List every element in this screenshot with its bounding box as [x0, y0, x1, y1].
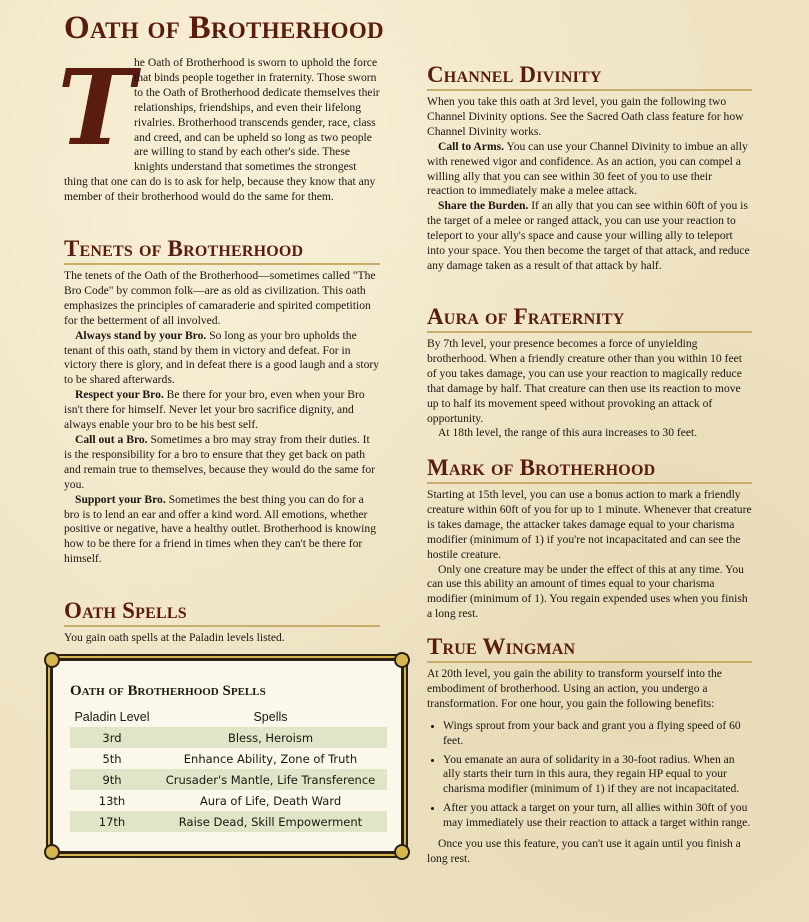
page-title: Oath of Brotherhood	[64, 10, 384, 46]
corner-ornament	[44, 652, 60, 668]
spells-cell: Aura of Life, Death Ward	[199, 793, 342, 808]
wingman-heading: True Wingman	[427, 634, 576, 659]
drop-cap: T	[57, 46, 135, 169]
option-text: If an ally that you can see within 60ft of you is the target of a melee or ranged attack, you can use your reaction to teleport to your ally's space and cause your willing ally to teleport into your space. You then become the target of that attack, and reduce any damage taken as a result of that attack by half.	[427, 199, 750, 272]
option-name: Share the Burden.	[438, 199, 529, 213]
benefit-list	[427, 719, 752, 831]
mark-paragraph: Starting at 15th level, you can use a bonus action to mark a friendly creature within 60ft of you for up to 1 minute. Whenever that creature is takes damage, the attacker takes damage equal to your charisma modifier (minimum of 1) if you're not incapacitated and can see the hostile creature.	[427, 488, 752, 561]
oath-spells-heading: Oath Spells	[64, 598, 187, 623]
level-cell: 17th	[70, 811, 154, 832]
heading-rule	[64, 263, 380, 265]
tenets-section	[64, 236, 380, 567]
corner-ornament	[394, 844, 410, 860]
spell-table-box	[50, 658, 404, 854]
channel-option	[427, 199, 752, 274]
list-item: • After you attack a target on your turn, all allies within 30ft of you may immediately use their reaction to attack a target within range.	[443, 801, 752, 831]
channel-divinity-section	[427, 62, 752, 274]
tenet-name: Support your Bro.	[75, 492, 166, 506]
channel-divinity-heading: Channel Divinity	[427, 62, 602, 87]
aura-paragraph: By 7th level, your presence becomes a force of unyielding brotherhood. When a friendly creature other than you within 10 feet of you takes damage, you can use your reaction to magically reduce that damage by half. That creature can then use its reaction to move up to half its movement speed without provoking an attack of opportunity.	[427, 337, 742, 425]
spell-table	[70, 707, 387, 832]
heading-rule	[427, 661, 752, 663]
option-name: Call to Arms.	[438, 139, 505, 153]
wingman-intro: At 20th level, you gain the ability to transform yourself into the embodiment of brotherhood. Using an action, you undergo a transformation. For one hour, you gain the following benefits:	[427, 667, 722, 710]
aura-section	[427, 304, 752, 441]
table-row	[70, 748, 387, 769]
oath-spells-text: You gain oath spells at the Paladin levels listed.	[64, 631, 285, 644]
corner-ornament	[44, 844, 60, 860]
aura-paragraph: At 18th level, the range of this aura increases to 30 feet.	[438, 426, 698, 440]
list-item: • You emanate an aura of solidarity in a 30-foot radius. When an ally starts their turn in this aura, they regain HP equal to your charisma modifier (minimum of 1) if they are not incapacitated.	[443, 753, 752, 798]
wingman-outro: Once you use this feature, you can't use it again until you finish a long rest.	[427, 837, 741, 865]
mark-paragraph: Only one creature may be under the effect of this at any time. You can use this ability an amount of times equal to your charisma modifier (minimum of 1). You regain expended uses when you finish a long rest.	[427, 562, 748, 621]
column-header-spells: Spells	[253, 710, 288, 724]
heading-rule	[64, 625, 380, 627]
spells-cell: Crusader's Mantle, Life Transference	[154, 769, 387, 790]
tenet-item	[64, 388, 380, 433]
table-row	[70, 769, 387, 790]
tenet-name: Call out a Bro.	[75, 432, 148, 446]
level-cell: 13th	[98, 793, 126, 808]
tenet-text: Sometimes the best thing you can do for a bro is to lend an ear and offer a kind word. All emotions, whether positive or negative, have a healthy outlet. Brotherhood is knowing how to be there for a friend in times when they can't be there for himself.	[64, 492, 376, 566]
column-header-level: Paladin Level	[74, 710, 150, 724]
tenet-item	[64, 329, 380, 389]
intro-section	[57, 46, 380, 205]
aura-heading: Aura of Fraternity	[427, 304, 625, 329]
level-cell: 9th	[70, 769, 154, 790]
mark-section	[427, 455, 752, 622]
tenet-name: Respect your Bro.	[75, 388, 164, 402]
tenet-name: Always stand by your Bro.	[75, 328, 207, 342]
heading-rule	[427, 89, 752, 91]
channel-intro: When you take this oath at 3rd level, you gain the following two Channel Divinity options. See the Sacred Oath class feature for how Channel Divinity works.	[427, 95, 744, 138]
heading-rule	[427, 482, 752, 484]
tenet-item	[64, 433, 380, 493]
level-cell: 5th	[102, 751, 122, 766]
tenet-text: Sometimes a bro may stray from their duties. It is the responsibility for a bro to ensure that they get back on path and remain true to themselves, because they would do the same for you.	[64, 432, 375, 491]
level-cell: 3rd	[70, 727, 154, 748]
heading-rule	[427, 331, 752, 333]
table-row	[70, 727, 387, 748]
tenet-item	[64, 493, 380, 568]
wingman-section	[427, 634, 752, 867]
tenets-heading: Tenets of Brotherhood	[64, 236, 304, 261]
tenet-text: Be there for your bro, even when your Bro isn't there for himself. Never let your bro sacrifice dignity, and always enable your bro to be his best self.	[64, 388, 365, 432]
option-text: You can use your Channel Divinity to imbue an ally with renewed vigor and confidence. As an action, you can compel a willing ally that you can see within 30 feet of you to use their reaction to immediately make a melee attack.	[427, 139, 748, 198]
channel-option	[427, 140, 752, 200]
spell-table-title: Oath of Brotherhood Spells	[70, 683, 266, 699]
tenet-text: So long as your bro upholds the tenant of this oath, stand by them in victory and defeat. For in victory there is glory, and in defeat there is a good laugh and a story to be shared afterwards.	[64, 328, 380, 387]
table-header-row	[70, 707, 387, 727]
spells-cell: Enhance Ability, Zone of Truth	[183, 751, 358, 766]
table-row	[70, 811, 387, 832]
list-item: • Wings sprout from your back and grant you a flying speed of 60 feet.	[443, 719, 752, 749]
spells-cell: Raise Dead, Skill Empowerment	[154, 811, 387, 832]
table-row	[70, 790, 387, 811]
spells-cell: Bless, Heroism	[154, 727, 387, 748]
intro-paragraph: he Oath of Brotherhood is sworn to uphold the force that binds people together in fraternity. Those sworn to the Oath of Brotherhood dedicate themselves their relationships, friendships, and even their lifelong rivalries. Brotherhood transcends gender, race, class and creed, and can be upheld so long as two people are willing to stand by each other's side. These knights understand that sometimes the strongest thing that one can do is to ask for help, because they know that any member of their brotherhood would do the same for them.	[64, 56, 380, 204]
mark-heading: Mark of Brotherhood	[427, 455, 656, 480]
oath-spells-section	[64, 598, 380, 646]
tenets-intro: The tenets of the Oath of the Brotherhood—sometimes called "The Bro Code" by common folk—are as old as civilization. This oath emphasizes the principles of camaraderie and spirited competition for the betterment of all involved.	[64, 269, 376, 327]
corner-ornament	[394, 652, 410, 668]
